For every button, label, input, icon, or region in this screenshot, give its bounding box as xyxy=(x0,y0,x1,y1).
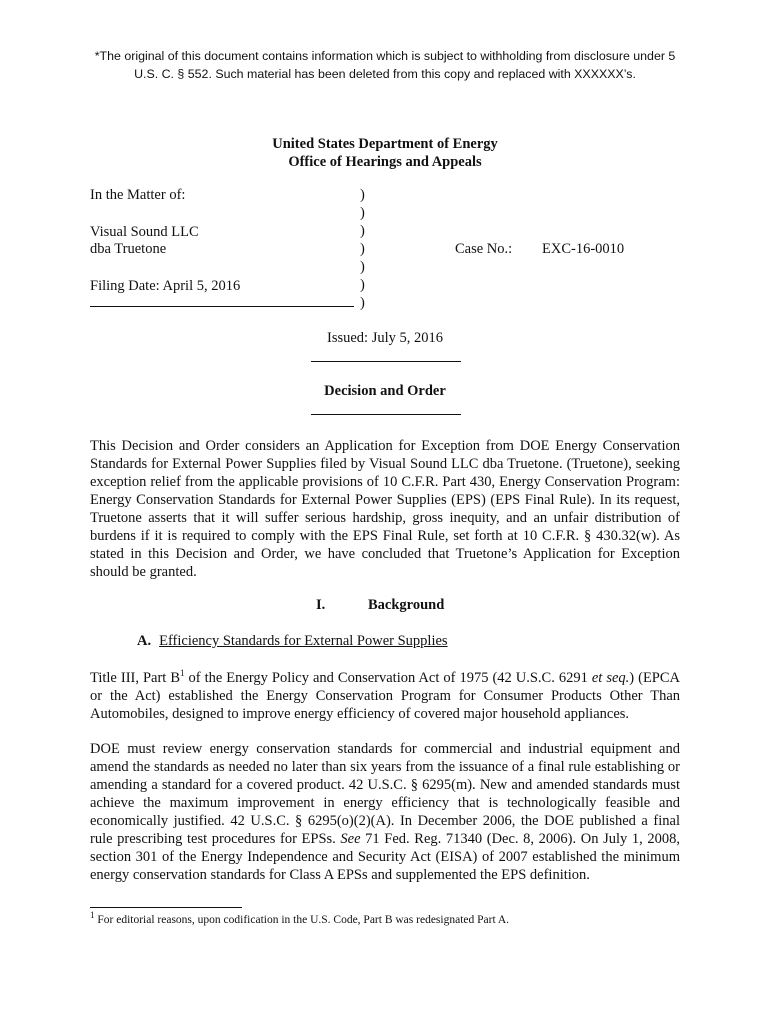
intro-paragraph: This Decision and Order considers an Application for Exception from DOE Energy Conservation Standards for External Power Supplies filed by Visual Sound LLC dba Truetone. (Truetone), seeking exception relief from the applicable provisions of 10 C.F.R. Part 430, Energy Conservation Program: Energy Conservation Standards for External Power Supplies (EPS) (EPS Final Rule). In its request, Truetone asserts that it will suffer serious hardship, gross inequity, and an unfair distribution of burdens if it is required to comply with the EPS Final Rule, set forth at 10 C.F.R. § 430.32(w). As stated in this Decision and Order, we have concluded that Truetone’s Application for Exception should be granted. xyxy=(90,438,680,580)
agency-header xyxy=(0,135,770,171)
text-span: ) (EPCA or the Act) established the Energy Conservation Program for Consumer Products Other Than Automobiles, designed to improve energy efficiency of covered major household appliances. xyxy=(90,670,681,722)
subsection-title: Efficiency Standards for External Power Supplies xyxy=(159,633,448,649)
withholding-notice: *The original of this document contains information which is subject to withholding from disclosure under 5 U.S. C. § 552. Such material has been deleted from this copy and replaced with XXXXXX’s. xyxy=(94,49,676,81)
caption-paren: ) xyxy=(360,223,365,239)
issued-date: Issued: July 5, 2016 xyxy=(327,330,443,346)
subsection-letter: A. xyxy=(137,633,152,649)
text-span: et seq. xyxy=(591,670,630,686)
footnote-number: 1 xyxy=(90,910,95,921)
subsection-heading xyxy=(137,633,448,650)
text-span: See xyxy=(340,831,361,847)
matter-label: In the Matter of: xyxy=(90,187,186,203)
footnote-divider xyxy=(90,907,242,908)
divider xyxy=(311,361,461,362)
text-span: DOE must review energy conservation standards for commercial and industrial equipment and amend the standards as needed no later than six years from the issuance of a final rule establishing or amending a standard for a covered product. 42 U.S.C. § 6295(m). New and amended standards must achieve the maximum improvement in energy efficiency that is technologically feasible and economically justified. 42 U.S.C. § 6295(o)(2)(A). In December 2006, the DOE published a final rule prescribing test procedures for EPSs. xyxy=(90,741,680,847)
divider xyxy=(311,414,461,415)
case-caption xyxy=(90,187,690,312)
caption-paren: ) xyxy=(360,277,365,293)
document-title: Decision and Order xyxy=(324,383,446,399)
text-span: Title III, Part B xyxy=(90,670,181,686)
text-span: of the Energy Policy and Conservation Act of 1975 (42 U.S.C. 6291 xyxy=(184,670,592,686)
footnote-text: For editorial reasons, upon codification in the U.S. Code, Part B was redesignated Part A. xyxy=(94,914,510,926)
body-paragraph xyxy=(90,669,680,723)
party-dba: dba Truetone xyxy=(90,241,167,257)
office-name: Office of Hearings and Appeals xyxy=(288,154,482,170)
caption-paren: ) xyxy=(360,187,365,203)
caption-paren: ) xyxy=(360,295,365,311)
caption-paren: ) xyxy=(360,205,365,221)
caption-paren: ) xyxy=(360,241,365,257)
section-title: Background xyxy=(368,597,445,613)
caption-signature-line xyxy=(90,306,354,307)
section-heading xyxy=(316,597,444,614)
body-paragraph xyxy=(90,740,680,884)
text-span: 71 Fed. Reg. 71340 (Dec. 8, 2006). On July 1, 2008, section 301 of the Energy Independence and Security Act (EISA) of 2007 established the minimum energy conservation standards for Class A EPSs and supplemented the EPS definition. xyxy=(90,831,680,883)
filing-date: Filing Date: April 5, 2016 xyxy=(90,278,241,294)
agency-name: United States Department of Energy xyxy=(272,136,498,152)
footnote xyxy=(90,910,510,926)
section-number: I. xyxy=(316,597,326,613)
caption-paren: ) xyxy=(360,259,365,275)
footnote-ref[interactable]: 1 xyxy=(180,668,185,679)
party-name: Visual Sound LLC xyxy=(90,224,199,240)
case-number: EXC-16-0010 xyxy=(542,241,625,257)
case-number-label: Case No.: xyxy=(455,241,513,257)
